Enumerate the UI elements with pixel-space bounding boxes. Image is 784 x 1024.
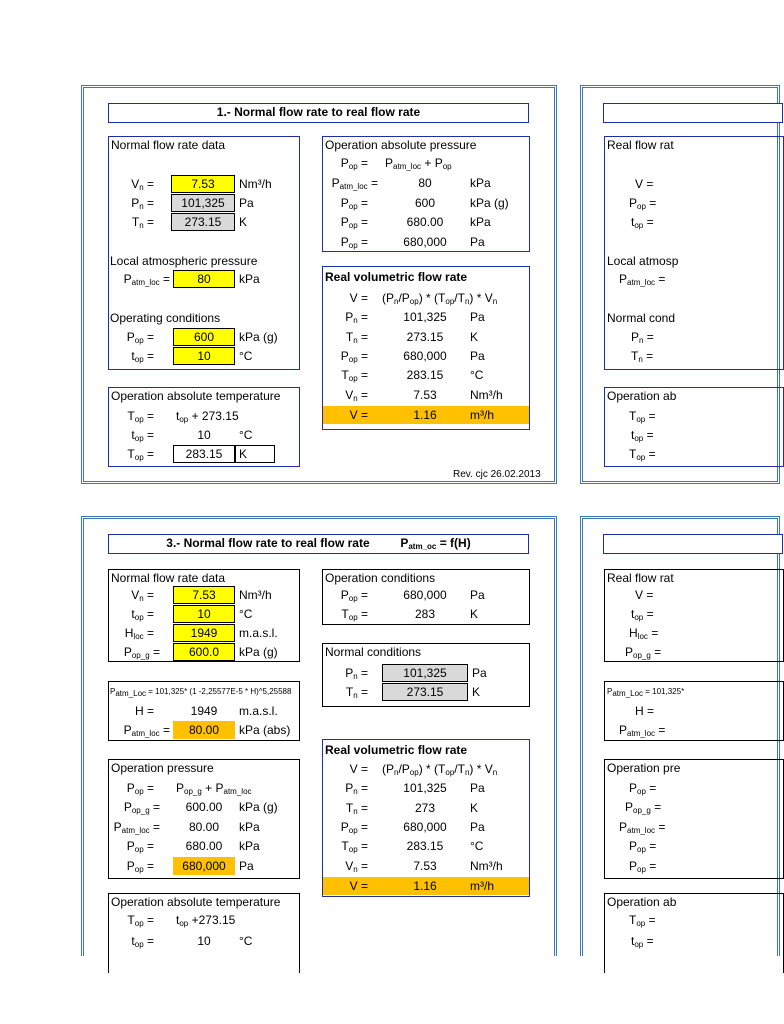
s4-popg-label: $P_{op\_g}$ = [625, 645, 662, 660]
s2-top3-label: $t_{op}$ = [631, 428, 654, 443]
s3-temp-heading: Operation absolute temperature [111, 895, 281, 909]
s3-r-formula: $(P_n/P_{op}) * (T_{op}/T_n) * V_n$ [382, 762, 498, 777]
pn-unit: Pa [239, 196, 254, 210]
s3-p-popg-unit: kPa (g) [239, 800, 278, 814]
t-top-formula-label: $T_{op}$ = [127, 409, 154, 424]
s3-h-value: 1949 [190, 704, 218, 718]
patm-label: $P_{atm\_loc}$ = [123, 272, 170, 287]
s3-patm-value: 80.00 [173, 721, 235, 739]
s3-hloc-input[interactable]: 1949 [173, 624, 235, 642]
s4-patm2-label: $P_{atm\_loc}$ = [619, 820, 666, 835]
s3-r-vn-value: 7.53 [413, 859, 437, 873]
s3-r-v-value: 1.16 [413, 879, 437, 893]
p-pop3-unit: Pa [470, 235, 485, 249]
sheet-4 [580, 516, 780, 956]
s3-patm-formula: $P_{atm\_Loc} = 101,325*$ (1 -2,25577E-5 * H)^5,25588 [110, 687, 292, 698]
p-pop2-label: $P_{op}$ = [340, 215, 368, 230]
s3-n-pn-value: 101,325 [382, 664, 468, 682]
s3-p-pop-value: 680.00 [185, 839, 223, 853]
s4-patm-label: $P_{atm\_loc}$ = [619, 723, 666, 738]
real-flow-heading: Real volumetric flow rate [325, 270, 468, 284]
s3-r-v-result-row [323, 877, 529, 895]
s3-r-pn-label: $P_n$ = [345, 781, 368, 796]
s4-pop-label: $P_{op}$ = [629, 781, 657, 796]
s2-heading1: Real flow rat [607, 138, 674, 152]
p-pop-unit: kPa (g) [470, 196, 509, 210]
p-patm-value: 80 [418, 176, 432, 190]
tn-label: $T_n$ = [131, 215, 154, 230]
sheet-2 [580, 85, 780, 484]
r-tn-unit: K [470, 330, 479, 344]
s3-r-top-label: $T_{op}$ = [341, 839, 368, 854]
p-pop-label: $P_{op}$ = [340, 196, 368, 211]
s2-heading2: Local atmosp [607, 254, 679, 268]
s3-p-popg-value: 600.00 [185, 800, 223, 814]
s3-c-pop-value: 680,000 [403, 588, 447, 602]
s3-t-top-unit: °C [239, 934, 253, 948]
s3-n-tn-unit: K [472, 685, 481, 699]
s3-p-patm-label: $P_{atm\_loc}$ = [113, 820, 160, 835]
s3-p-popg-label: $P_{op\_g}$ = [123, 800, 160, 815]
s3-hloc-label: $H_{loc}$ = [124, 626, 154, 641]
s2-heading4: Operation ab [607, 389, 677, 403]
s4-top-label: $t_{op}$ = [631, 607, 654, 622]
s3-h-label: H = [134, 704, 154, 718]
r-pn-value: 101,325 [403, 310, 447, 324]
pop-input[interactable]: 600 [173, 328, 235, 346]
s3-r-v-label: V = [349, 879, 368, 893]
r-v-value: 1.16 [413, 408, 437, 422]
r-top-value: 283.15 [406, 368, 444, 382]
s3-p-formula-label: $P_{op}$ = [126, 781, 154, 796]
r-pop-label: $P_{op}$ = [340, 349, 368, 364]
s3-r-pop-unit: Pa [470, 820, 485, 834]
s3-n-tn-value: 273.15 [382, 683, 468, 701]
s3-normcond-heading: Normal conditions [325, 645, 422, 659]
s3-p-patm-unit: kPa [239, 820, 260, 834]
pn-value: 101,325 [171, 194, 235, 212]
pn-label: $P_n$ = [131, 196, 154, 211]
s3-r-vn-unit: Nm³/h [470, 859, 503, 873]
op-abs-pressure-heading: Operation absolute pressure [325, 138, 477, 152]
s2-v-label: V = [635, 177, 654, 191]
s3-c-top-value: 283 [414, 607, 436, 621]
sheet-4-title [603, 534, 783, 554]
s3-r-tn-label: $T_n$ = [345, 801, 368, 816]
t-top-value: 10 [197, 428, 211, 442]
s2-patm-label: $P_{atm\_loc}$ = [619, 272, 666, 287]
normal-flow-rate-heading: Normal flow rate data [111, 138, 226, 152]
s4-h-label: H = [635, 704, 655, 718]
r-formula: $(P_n/P_{op}) * (T_{op}/T_n) * V_n$ [382, 291, 498, 306]
r-vn-unit: Nm³/h [470, 388, 503, 402]
r-tn-value: 273.15 [406, 330, 444, 344]
t-top-unit: °C [239, 428, 253, 442]
sheet-3 [81, 516, 557, 956]
local-atm-heading: Local atmospheric pressure [110, 254, 258, 268]
s3-r-vn-label: $V_n$ = [345, 859, 368, 874]
sheet-1 [81, 85, 557, 484]
s3-n-pn-unit: Pa [472, 666, 487, 680]
sheet-2-clip [580, 85, 678, 484]
s2-top4-label: $T_{op}$ = [629, 447, 656, 462]
r-vn-value: 7.53 [413, 388, 437, 402]
vn-unit: Nm³/h [239, 177, 272, 191]
s2-top-label: $t_{op}$ = [631, 215, 654, 230]
s4-formula: $P_{atm\_Loc} = 101,325*$ [607, 687, 685, 698]
s3-p-pop-label: $P_{op}$ = [126, 839, 154, 854]
s3-popg-unit: kPa (g) [239, 645, 278, 659]
s3-t-formula: $t_{op} +273.15$ [176, 913, 236, 928]
s3-normal-heading: Normal flow rate data [111, 571, 226, 585]
s4-pop3-label: $P_{op}$ = [629, 859, 657, 874]
r-pop-unit: Pa [470, 349, 485, 363]
p-patm-unit: kPa [470, 176, 491, 190]
s4-heading1: Real flow rat [607, 571, 674, 585]
r-pn-label: $P_n$ = [345, 310, 368, 325]
s3-p-pop2-label: $P_{op}$ = [126, 859, 154, 874]
s3-n-pn-label: $P_n$ = [345, 666, 368, 681]
s3-press-heading: Operation pressure [111, 761, 214, 775]
p-formula-label: $P_{op}$ = [340, 156, 368, 171]
t-top-formula: $t_{op} + 273.15$ [176, 409, 239, 424]
s3-patm-label: $P_{atm\_loc}$ = [123, 723, 170, 738]
p-pop-value: 600 [414, 196, 436, 210]
s3-p-pop-unit: kPa [239, 839, 260, 853]
p-pop2-value: 680.00 [406, 215, 444, 229]
s3-r-v-unit: m³/h [470, 879, 494, 893]
sheet-3-title-box [108, 534, 529, 554]
s3-p-formula: $P_{op\_g} + P_{atm\_loc}$ [176, 781, 252, 796]
s3-r-top-value: 283.15 [406, 839, 444, 853]
s4-top2-label: $T_{op}$ = [629, 913, 656, 928]
pop-unit: kPa (g) [239, 330, 278, 344]
s3-r-tn-value: 273 [414, 801, 436, 815]
s4-pop2-label: $P_{op}$ = [629, 839, 657, 854]
p-pop3-label: $P_{op}$ = [340, 235, 368, 250]
r-tn-label: $T_n$ = [345, 330, 368, 345]
s4-heading2: Operation pre [607, 761, 681, 775]
s3-top-input[interactable]: 10 [173, 605, 235, 623]
sheet-1-title: 1.- Normal flow rate to real flow rate [108, 103, 529, 123]
s3-r-formula-label: V = [349, 762, 368, 776]
r-pop-value: 680,000 [403, 349, 447, 363]
t-res-value: 283.15 [173, 445, 235, 463]
s3-p-patm-value: 80.00 [188, 820, 220, 834]
s2-pop-label: $P_{op}$ = [629, 196, 657, 211]
r-vn-label: $V_n$ = [345, 388, 368, 403]
patm-unit: kPa [239, 272, 260, 286]
top-label: $t_{op}$ = [131, 349, 154, 364]
s3-r-top-unit: °C [470, 839, 484, 853]
s3-r-tn-unit: K [470, 801, 479, 815]
s2-top2-label: $T_{op}$ = [629, 409, 656, 424]
s4-heading3: Operation ab [607, 895, 677, 909]
t-res-label: $T_{op}$ = [127, 447, 154, 462]
s3-top-label: $t_{op}$ = [131, 607, 154, 622]
s3-n-tn-label: $T_n$ = [345, 685, 368, 700]
s2-pn-label: $P_n$ = [631, 330, 654, 345]
s4-top3-label: $t_{op}$ = [631, 934, 654, 949]
s3-t-formula-label: $T_{op}$ = [127, 913, 154, 928]
sheet-3-title-formula: $P_{atm\_oc} = f(H)$ [400, 536, 471, 551]
s3-real-heading: Real volumetric flow rate [325, 743, 468, 757]
r-formula-label: V = [349, 291, 368, 305]
op-conditions-heading: Operating conditions [110, 311, 221, 325]
s3-patm-unit: kPa (abs) [239, 723, 291, 737]
s4-v-label: V = [635, 588, 654, 602]
r-pn-unit: Pa [470, 310, 485, 324]
s3-r-pop-label: $P_{op}$ = [340, 820, 368, 835]
s2-tn-label: $T_n$ = [631, 349, 654, 364]
sheet-4-clip [580, 516, 685, 956]
tn-value: 273.15 [171, 213, 235, 231]
s3-top-unit: °C [239, 607, 253, 621]
t-top-label: $t_{op}$ = [131, 428, 154, 443]
p-patm-label: $P_{atm\_loc}$ = [331, 176, 378, 191]
sheet-3-title: 3.- Normal flow rate to real flow rate [166, 536, 370, 550]
r-v-label: V = [349, 408, 368, 422]
t-res-unit: K [235, 445, 275, 463]
s3-c-top-unit: K [470, 607, 479, 621]
vn-input[interactable]: 7.53 [171, 175, 235, 193]
s3-p-pop2-unit: Pa [239, 859, 254, 873]
s3-popg-label: $P_{op\_g}$ = [123, 645, 160, 660]
s2-heading3: Normal cond [607, 311, 676, 325]
p-pop2-unit: kPa [470, 215, 491, 229]
s3-vn-unit: Nm³/h [239, 588, 272, 602]
r-v-unit: m³/h [470, 408, 494, 422]
revision-note: Rev. cjc 26.02.2013 [453, 469, 541, 480]
s3-h-unit: m.a.s.l. [239, 704, 278, 718]
r-top-unit: °C [470, 368, 484, 382]
s3-popg-input[interactable]: 600.0 [173, 643, 235, 661]
top-input[interactable]: 10 [173, 347, 235, 365]
p-pop3-value: 680,000 [403, 235, 447, 249]
r-v-result-row [323, 406, 529, 424]
s3-r-pn-value: 101,325 [403, 781, 447, 795]
s3-t-top-label: $t_{op}$ = [131, 934, 154, 949]
r-top-label: $T_{op}$ = [341, 368, 368, 383]
vn-label: $V_n$ = [131, 177, 154, 192]
s3-t-top-value: 10 [197, 934, 211, 948]
sheet-2-title [603, 103, 783, 123]
s3-r-pop-value: 680,000 [403, 820, 447, 834]
s4-popg2-label: $P_{op\_g}$ = [625, 800, 662, 815]
s3-c-top-label: $T_{op}$ = [341, 607, 368, 622]
s3-vn-input[interactable]: 7.53 [173, 586, 235, 604]
s4-hloc-label: $H_{loc}$ = [629, 626, 659, 641]
tn-unit: K [239, 215, 248, 229]
patm-input[interactable]: 80 [173, 270, 235, 288]
p-formula: $P_{atm\_loc} + P_{op}$ [385, 156, 452, 171]
top-unit: °C [239, 349, 253, 363]
s3-r-pn-unit: Pa [470, 781, 485, 795]
op-abs-temp-heading: Operation absolute temperature [111, 389, 281, 403]
s3-vn-label: $V_n$ = [131, 588, 154, 603]
pop-label: $P_{op}$ = [126, 330, 154, 345]
s3-c-pop-unit: Pa [470, 588, 485, 602]
s3-hloc-unit: m.a.s.l. [239, 626, 278, 640]
s3-p-pop2-value: 680,000 [173, 857, 235, 875]
s3-opcond-heading: Operation conditions [325, 571, 436, 585]
s3-c-pop-label: $P_{op}$ = [340, 588, 368, 603]
